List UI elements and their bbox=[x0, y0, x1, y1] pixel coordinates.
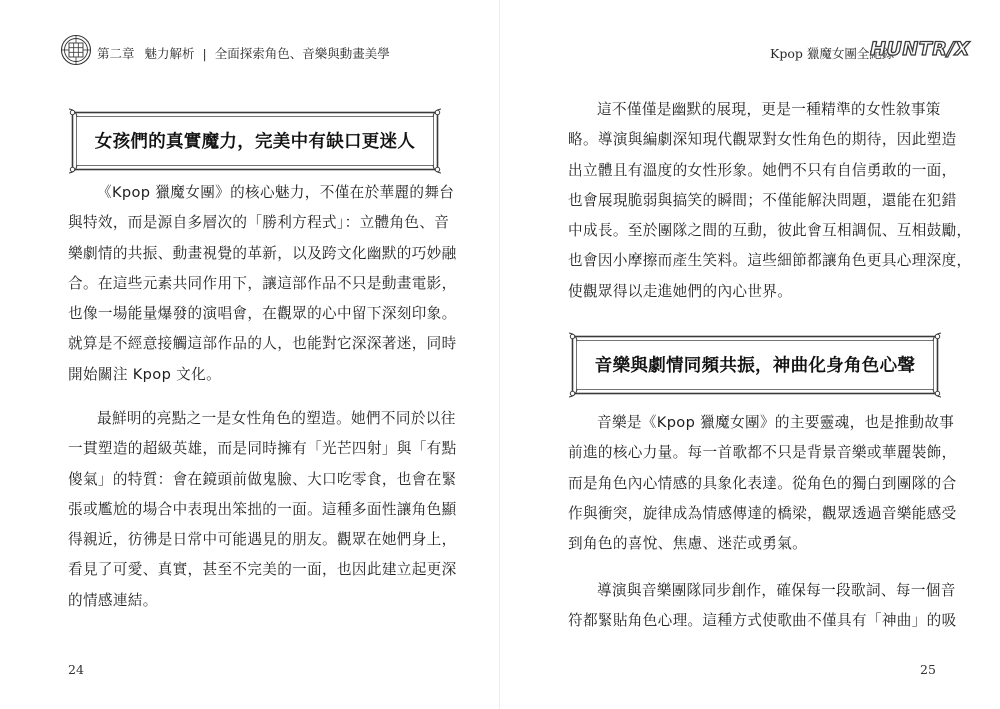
text-line: 也會因小摩擦而產生笑料。這些細節都讓角色更具心理深度， bbox=[568, 252, 972, 270]
paragraph bbox=[568, 576, 957, 637]
section-heading-box bbox=[68, 108, 442, 174]
chapter-number: 第二章 bbox=[97, 46, 135, 61]
text-line: 使觀眾得以走進她們的內心世界。 bbox=[568, 282, 793, 300]
paragraph bbox=[568, 408, 957, 559]
running-header-left bbox=[97, 44, 390, 62]
running-header-right: Kpop 獵魔女團全紀錄 bbox=[770, 46, 895, 61]
chapter-subtitle: 全面探索角色、音樂與動畫美學 bbox=[214, 46, 390, 61]
text-line: 的情感連結。 bbox=[68, 591, 158, 609]
text-line: 音樂是《Kpop 獵魔女團》的主要靈魂，也是推動故事 bbox=[597, 414, 955, 431]
page-number-left: 24 bbox=[68, 662, 84, 677]
page-number-right: 25 bbox=[920, 662, 936, 677]
section-title: 音樂與劇情同頻共振，神曲化身角色心聲 bbox=[594, 356, 916, 376]
text-line: 與特效，而是源自多層次的「勝利方程式」：立體角色、音 bbox=[68, 214, 450, 232]
text-line: 也像一場能量爆發的演唱會，在觀眾的心中留下深刻印象。 bbox=[68, 305, 457, 323]
text-line: 最鮮明的亮點之一是女性角色的塑造。她們不同於以往 bbox=[97, 410, 456, 427]
text-line: 一貫塑造的超級英雄，而是同時擁有「光芒四射」與「有點 bbox=[68, 440, 457, 458]
text-line: 導演與音樂團隊同步創作，確保每一段歌詞、每一個音 bbox=[597, 582, 956, 599]
text-line: 到角色的喜悅、焦慮、迷茫或勇氣。 bbox=[568, 535, 808, 553]
section-heading-box bbox=[568, 332, 942, 398]
section-title: 女孩們的真實魔力，完美中有缺口更迷人 bbox=[94, 132, 416, 152]
header-separator: | bbox=[202, 46, 207, 61]
text-line: 而是角色內心情感的具象化表達。從角色的獨白到團隊的合 bbox=[568, 474, 957, 492]
chapter-emblem-icon bbox=[60, 34, 92, 66]
text-line: 開始關注 Kpop 文化。 bbox=[68, 365, 222, 383]
text-line: 傻氣」的特質：會在鏡頭前做鬼臉、大口吃零食，也會在緊 bbox=[68, 470, 457, 488]
text-line: 符都緊貼角色心理。這種方式使歌曲不僅具有「神曲」的吸 bbox=[568, 612, 957, 630]
text-line: 張或尷尬的場合中表現出笨拙的一面。這種多面性讓角色顯 bbox=[68, 500, 457, 518]
text-line: 中成長。至於團隊之間的互動，彼此會互相調侃、互相鼓勵， bbox=[568, 222, 972, 240]
text-line: 這不僅僅是幽默的展現，更是一種精準的女性敘事策 bbox=[597, 101, 941, 118]
paragraph bbox=[568, 95, 972, 307]
huntrx-logo: HUNTR/X bbox=[870, 38, 970, 60]
text-line: 合。在這些元素共同作用下，讓這部作品不只是動畫電影， bbox=[68, 274, 457, 292]
text-line: 樂劇情的共振、動畫視覺的革新，以及跨文化幽默的巧妙融 bbox=[68, 244, 457, 262]
right-page bbox=[500, 0, 1000, 709]
text-line: 略。導演與編劇深知現代觀眾對女性角色的期待，因此塑造 bbox=[568, 131, 957, 149]
text-line: 前進的核心力量。每一首歌都不只是背景音樂或華麗裝飾， bbox=[568, 444, 957, 462]
text-line: 看見了可愛、真實，甚至不完美的一面，也因此建立起更深 bbox=[68, 561, 457, 579]
text-line: 就算是不經意接觸這部作品的人，也能對它深深著迷，同時 bbox=[68, 335, 457, 353]
text-line: 也會展現脆弱與搞笑的瞬間；不僅能解決問題，還能在犯錯 bbox=[568, 191, 957, 209]
text-line: 作與衝突，旋律成為情感傳達的橋梁，觀眾透過音樂能感受 bbox=[568, 504, 957, 522]
chapter-title: 魅力解析 bbox=[144, 46, 195, 61]
text-line: 《Kpop 獵魔女團》的核心魅力，不僅在於華麗的舞台 bbox=[97, 184, 455, 201]
paragraph bbox=[68, 178, 457, 390]
text-line: 得親近，彷彿是日常中可能遇見的朋友。觀眾在她們身上， bbox=[68, 531, 457, 549]
paragraph bbox=[68, 404, 457, 616]
text-line: 出立體且有溫度的女性形象。她們不只有自信勇敢的一面， bbox=[568, 161, 957, 179]
